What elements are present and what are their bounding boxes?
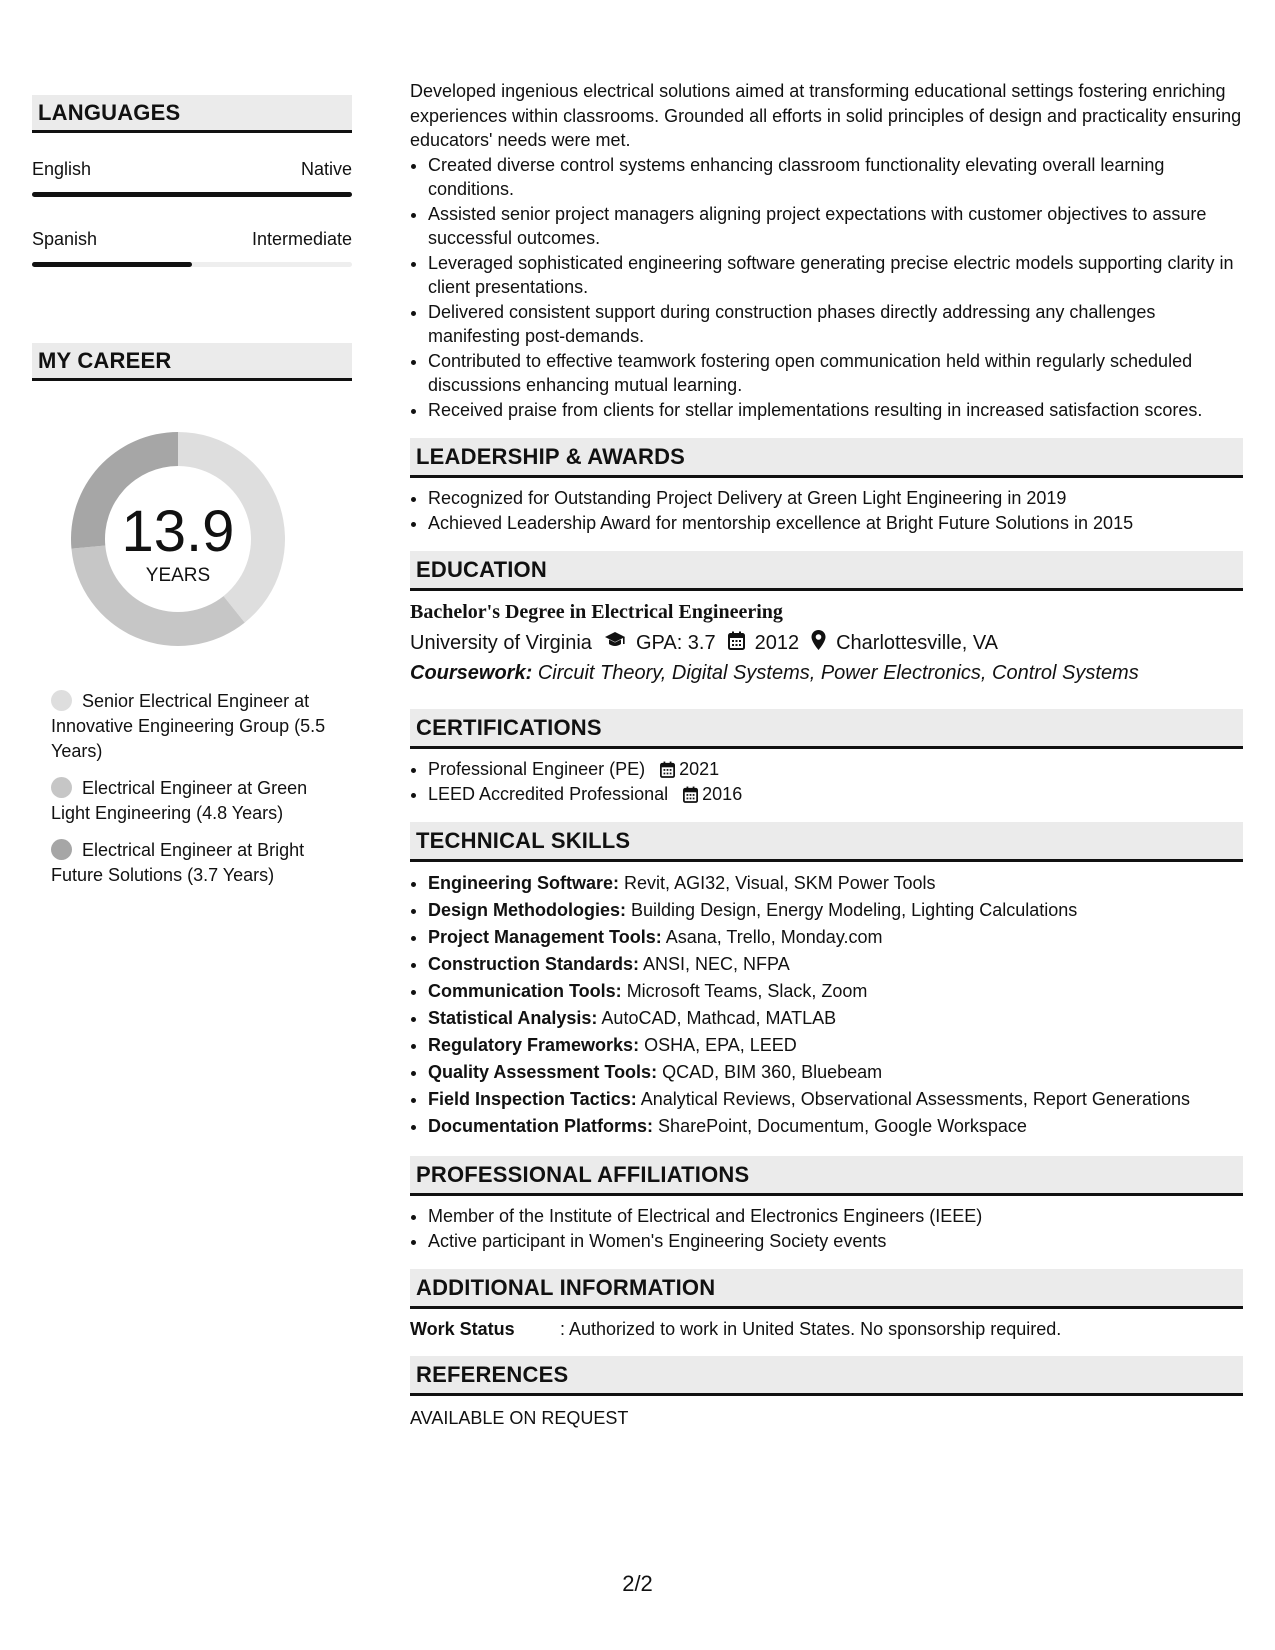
- list-item: [428, 1032, 1243, 1059]
- skill-label: Project Management Tools:: [428, 927, 662, 947]
- legend-dot: [51, 839, 72, 860]
- left-column: [32, 95, 352, 900]
- coursework-list: Circuit Theory, Digital Systems, Power Electronics, Control Systems: [537, 662, 1139, 684]
- calendar-icon: [683, 784, 702, 804]
- list-item: • Contributed to effective teamwork fostering open communication held within regularly scheduled discussions enhancing mutual learning.: [428, 349, 1243, 398]
- skill-label: Statistical Analysis:: [428, 1008, 598, 1028]
- career-total-years: 13.9: [121, 499, 235, 564]
- education-details: [410, 630, 1243, 656]
- skill-label: Quality Assessment Tools:: [428, 1062, 658, 1082]
- language-level-bar: [32, 192, 352, 197]
- career-heading: MY CAREER: [32, 343, 352, 381]
- map-pin-icon: [811, 630, 826, 656]
- skill-label: Construction Standards:: [428, 954, 640, 974]
- list-item: [428, 951, 1243, 978]
- calendar-icon: [660, 759, 679, 779]
- coursework: [410, 662, 1243, 685]
- skill-label: Communication Tools:: [428, 981, 622, 1001]
- work-status-value: : Authorized to work in United States. No sponsorship required.: [560, 1319, 1062, 1339]
- certification-year: 2016: [702, 783, 743, 804]
- legend-label: Senior Electrical Engineer at Innovative Engineering Group (5.5 Years): [51, 691, 326, 761]
- affiliations-heading: PROFESSIONAL AFFILIATIONS: [410, 1156, 1243, 1196]
- school-location: Charlottesville, VA: [836, 631, 999, 654]
- affiliations-section: [410, 1156, 1243, 1253]
- graduation-year: 2012: [754, 631, 800, 654]
- list-item: • Leveraged sophisticated engineering software generating precise electric models supporting clarity in client presentations.: [428, 251, 1243, 300]
- language-level-fill: [32, 192, 352, 197]
- language-name: Spanish: [32, 229, 98, 249]
- list-item: • Achieved Leadership Award for mentorship excellence at Bright Future Solutions in 2015: [428, 511, 1243, 536]
- additional-info-heading: ADDITIONAL INFORMATION: [410, 1269, 1243, 1309]
- skill-value: Building Design, Energy Modeling, Lighting Calculations: [631, 900, 1078, 920]
- school-name: University of Virginia: [410, 631, 592, 654]
- skill-label: Field Inspection Tactics:: [428, 1089, 637, 1109]
- leadership-section: [410, 438, 1243, 535]
- right-column: [410, 79, 1243, 1429]
- certification-name: LEED Accredited Professional: [428, 783, 669, 804]
- skill-label: Engineering Software:: [428, 873, 620, 893]
- list-item: [428, 1059, 1243, 1086]
- references-heading: REFERENCES: [410, 1356, 1243, 1396]
- experience-summary: Developed ingenious electrical solutions aimed at transforming educational settings fostering enriching experiences within classrooms. Grounded all efforts in solid principles of design and practicality ensuring educators' needs were met.: [410, 81, 1242, 150]
- experience-bullets: [410, 153, 1243, 423]
- legend-item: [51, 838, 331, 888]
- skill-label: Regulatory Frameworks:: [428, 1035, 640, 1055]
- career-donut-chart: [64, 425, 292, 653]
- language-item: [32, 159, 352, 197]
- additional-info-section: [410, 1269, 1243, 1340]
- list-item: • Assisted senior project managers aligning project expectations with customer objectives to assure successful outcomes.: [428, 202, 1243, 251]
- coursework-label: Coursework:: [410, 662, 533, 684]
- career-legend: [51, 689, 331, 888]
- skills-section: [410, 822, 1243, 1140]
- list-item: [428, 782, 1243, 807]
- list-item: [428, 924, 1243, 951]
- skill-value: ANSI, NEC, NFPA: [643, 954, 790, 974]
- skill-value: OSHA, EPA, LEED: [644, 1035, 797, 1055]
- degree-title: Bachelor's Degree in Electrical Engineering: [410, 601, 783, 623]
- skill-label: Documentation Platforms:: [428, 1116, 654, 1136]
- references-text: AVAILABLE ON REQUEST: [410, 1408, 629, 1428]
- list-item: [428, 757, 1243, 782]
- legend-label: Electrical Engineer at Bright Future Solutions (3.7 Years): [51, 840, 305, 885]
- page-number: 2/2: [622, 1571, 653, 1596]
- list-item: • Recognized for Outstanding Project Delivery at Green Light Engineering in 2019: [428, 486, 1243, 511]
- references-section: [410, 1356, 1243, 1429]
- list-item: [428, 1086, 1243, 1113]
- list-item: [428, 1005, 1243, 1032]
- leadership-heading: LEADERSHIP & AWARDS: [410, 438, 1243, 478]
- career-years-unit: YEARS: [145, 565, 211, 586]
- skill-label: Design Methodologies:: [428, 900, 626, 920]
- certification-year: 2021: [679, 759, 720, 779]
- calendar-icon: [728, 631, 745, 656]
- list-item: [428, 978, 1243, 1005]
- list-item: • Received praise from clients for stellar implementations resulting in increased satisfaction scores.: [428, 398, 1243, 423]
- skills-heading: TECHNICAL SKILLS: [410, 822, 1243, 862]
- skill-value: Asana, Trello, Monday.com: [665, 927, 883, 947]
- list-item: [428, 870, 1243, 897]
- legend-item: [51, 776, 331, 826]
- skill-value: AutoCAD, Mathcad, MATLAB: [601, 1008, 837, 1028]
- list-item: [428, 897, 1243, 924]
- legend-item: [51, 689, 331, 764]
- gpa: GPA: 3.7: [635, 631, 716, 654]
- education-heading: EDUCATION: [410, 551, 1243, 591]
- legend-label: Electrical Engineer at Green Light Engineering (4.8 Years): [51, 778, 308, 823]
- language-level: Intermediate: [251, 229, 352, 249]
- skill-value: QCAD, BIM 360, Bluebeam: [662, 1062, 883, 1082]
- certifications-heading: CERTIFICATIONS: [410, 709, 1243, 749]
- list-item: • Created diverse control systems enhancing classroom functionality elevating overall learning conditions.: [428, 153, 1243, 202]
- skill-value: Analytical Reviews, Observational Assessments, Report Generations: [640, 1089, 1190, 1109]
- language-level-bar: [32, 262, 352, 267]
- list-item: • Delivered consistent support during construction phases directly addressing any challenges manifesting post-demands.: [428, 300, 1243, 349]
- language-name: English: [32, 159, 92, 179]
- languages-heading: LANGUAGES: [32, 95, 352, 133]
- certifications-section: [410, 709, 1243, 806]
- skill-value: SharePoint, Documentum, Google Workspace: [658, 1116, 1027, 1136]
- language-level-fill: [32, 262, 192, 267]
- list-item: • Member of the Institute of Electrical and Electronics Engineers (IEEE): [428, 1204, 1243, 1229]
- graduation-cap-icon: [604, 631, 626, 655]
- language-item: [32, 229, 352, 267]
- skill-value: Revit, AGI32, Visual, SKM Power Tools: [624, 873, 936, 893]
- work-status-label: Work Status: [410, 1319, 515, 1339]
- list-item: [428, 1113, 1243, 1140]
- list-item: • Active participant in Women's Engineering Society events: [428, 1229, 1243, 1254]
- skill-value: Microsoft Teams, Slack, Zoom: [626, 981, 868, 1001]
- certification-name: Professional Engineer (PE): [428, 759, 646, 779]
- legend-dot: [51, 690, 72, 711]
- education-section: [410, 551, 1243, 685]
- language-level: Native: [300, 159, 352, 179]
- legend-dot: [51, 777, 72, 798]
